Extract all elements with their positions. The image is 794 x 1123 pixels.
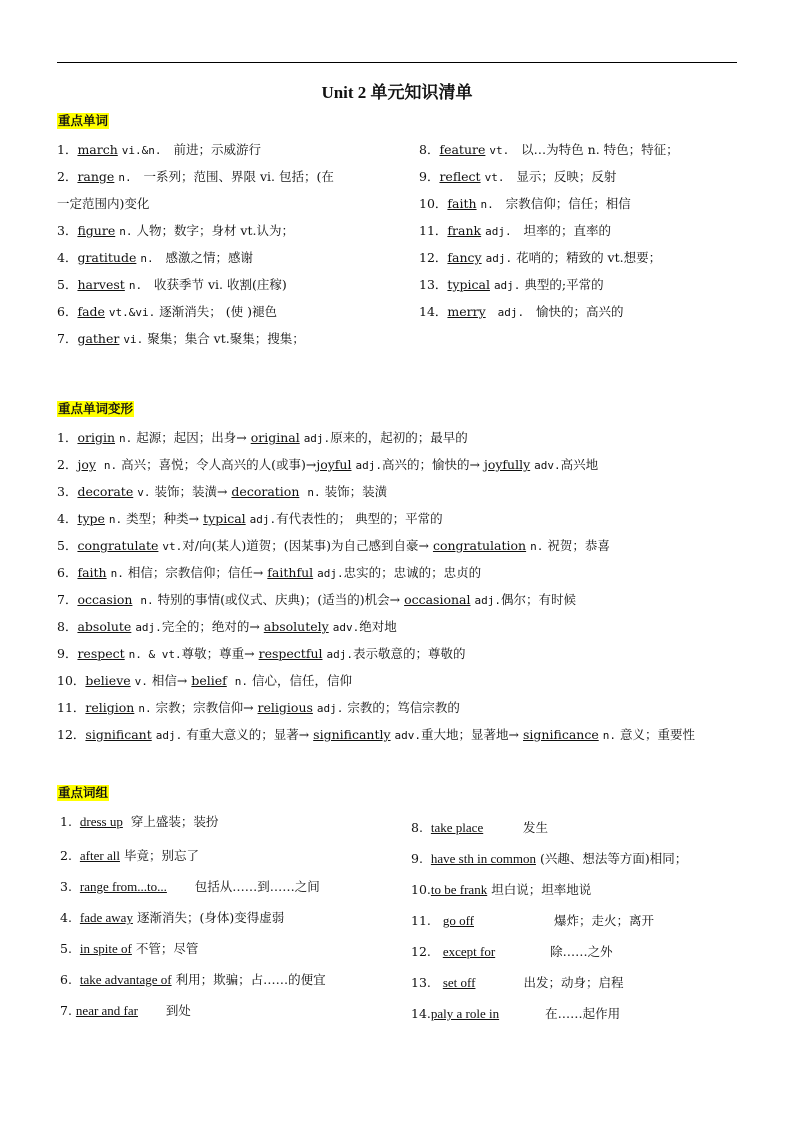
word-form-item: 9．respect n. & vt.尊敬；尊重→ respectful adj.表示敬意的；尊敬的 [57, 646, 466, 661]
vocab-left-column [57, 140, 397, 356]
phrase-item: 3. range from...to... 包括从……到……之间 [60, 879, 320, 894]
word-form-item: 8．absolute adj.完全的；绝对的→ absolutely adv.绝对地 [57, 619, 397, 634]
phrase-item: 14.paly a role in 在……起作用 [411, 1006, 621, 1021]
vocab-item: 1．march vi.&n. 前进；示威游行 [57, 142, 261, 157]
vocab-item: 5．harvest n. 收获季节 vi. 收割(庄稼) [57, 277, 287, 292]
word-forms-list [57, 428, 757, 752]
phrase-item: 8. take place 发生 [411, 820, 548, 835]
phrase-item: 9. have sth in common (兴趣、想法等方面)相同； [411, 851, 688, 866]
word-form-item: 3．decorate v. 装饰；装潢→ decoration n. 装饰；装潢 [57, 484, 388, 499]
phrase-item: 13. set off 出发；动身；启程 [411, 975, 624, 990]
header-rule [57, 62, 737, 63]
phrase-item: 1. dress up 穿上盛装；装扮 [60, 814, 219, 829]
phrase-item: 12. except for 除……之外 [411, 944, 613, 959]
word-form-item: 5．congratulate vt.对/向(某人)道贺；(因某事)为自己感到自豪→ congratulation n. 祝贺；恭喜 [57, 538, 610, 553]
vocab-item: 8．feature vt. 以…为特色 n. 特色；特征； [419, 142, 679, 157]
vocab-item-continued: 一定范围内)变化 [57, 196, 150, 211]
vocab-item: 4．gratitude n. 感激之情；感谢 [57, 250, 254, 265]
vocab-item: 6．fade vt.&vi. 逐渐消失； (使 )褪色 [57, 304, 277, 319]
phrase-item: 7. near and far 到处 [60, 1003, 191, 1018]
phrase-item: 2. after all 毕竟；别忘了 [60, 848, 199, 863]
word-form-item: 1．origin n. 起源；起因；出身→ original adj.原来的，起初的；最早的 [57, 430, 468, 445]
vocab-item: 12．fancy adj. 花哨的；精致的 vt.想要； [419, 250, 662, 265]
page-title: Unit 2 单元知识清单 [321, 83, 473, 102]
section-heading-vocab: 重点单词 [58, 113, 109, 128]
vocab-item: 7．gather vi. 聚集；集合 vt.聚集；搜集； [57, 331, 305, 346]
section-heading-phrases: 重点词组 [58, 785, 109, 800]
word-form-item: 12．significant adj. 有重大意义的；显著→ significantly adv.重大地；显著地→ significance n. 意义；重要性 [57, 727, 695, 742]
word-form-item: 10．believe v. 相信→ belief n. 信心，信任，信仰 [57, 673, 352, 688]
vocab-item: 9．reflect vt. 显示；反映；反射 [419, 169, 617, 184]
word-form-item: 7．occasion n. 特别的事情(或仪式、庆典)；(适当的)机会→ occasional adj.偶尔；有时候 [57, 592, 576, 607]
vocab-right-column [419, 140, 749, 329]
vocab-item: 3．figure n. 人物；数字；身材 vt.认为； [57, 223, 294, 238]
vocab-item: 10．faith n. 宗教信仰；信任；相信 [419, 196, 631, 211]
phrase-item: 10.to be frank 坦白说；坦率地说 [411, 882, 592, 897]
word-form-item: 2．joy n. 高兴；喜悦；令人高兴的人(或事)→joyful adj.高兴的；愉快的→ joyfully adv.高兴地 [57, 457, 599, 472]
vocab-item: 11．frank adj. 坦率的；直率的 [419, 223, 612, 238]
vocab-item: 13．typical adj. 典型的;平常的 [419, 277, 604, 292]
section-heading-word-forms: 重点单词变形 [58, 401, 134, 416]
vocab-item: 14．merry adj. 愉快的；高兴的 [419, 304, 624, 319]
word-form-item: 4．type n. 类型；种类→ typical adj.有代表性的； 典型的；平常的 [57, 511, 443, 526]
word-form-item: 6．faith n. 相信；宗教信仰；信任→ faithful adj.忠实的；忠诚的；忠贞的 [57, 565, 482, 580]
phrase-item: 5. in spite of 不管；尽管 [60, 941, 199, 956]
phrase-item: 6. take advantage of 利用；欺骗；占……的便宜 [60, 972, 326, 987]
vocab-item: 2．range n. 一系列；范围、界限 vi. 包括；(在 [57, 169, 334, 184]
phrase-item: 11. go off 爆炸；走火；离开 [411, 913, 655, 928]
phrase-item: 4. fade away 逐渐消失；(身体)变得虚弱 [60, 910, 285, 925]
word-form-item: 11．religion n. 宗教；宗教信仰→ religious adj. 宗教的；笃信宗教的 [57, 700, 460, 715]
